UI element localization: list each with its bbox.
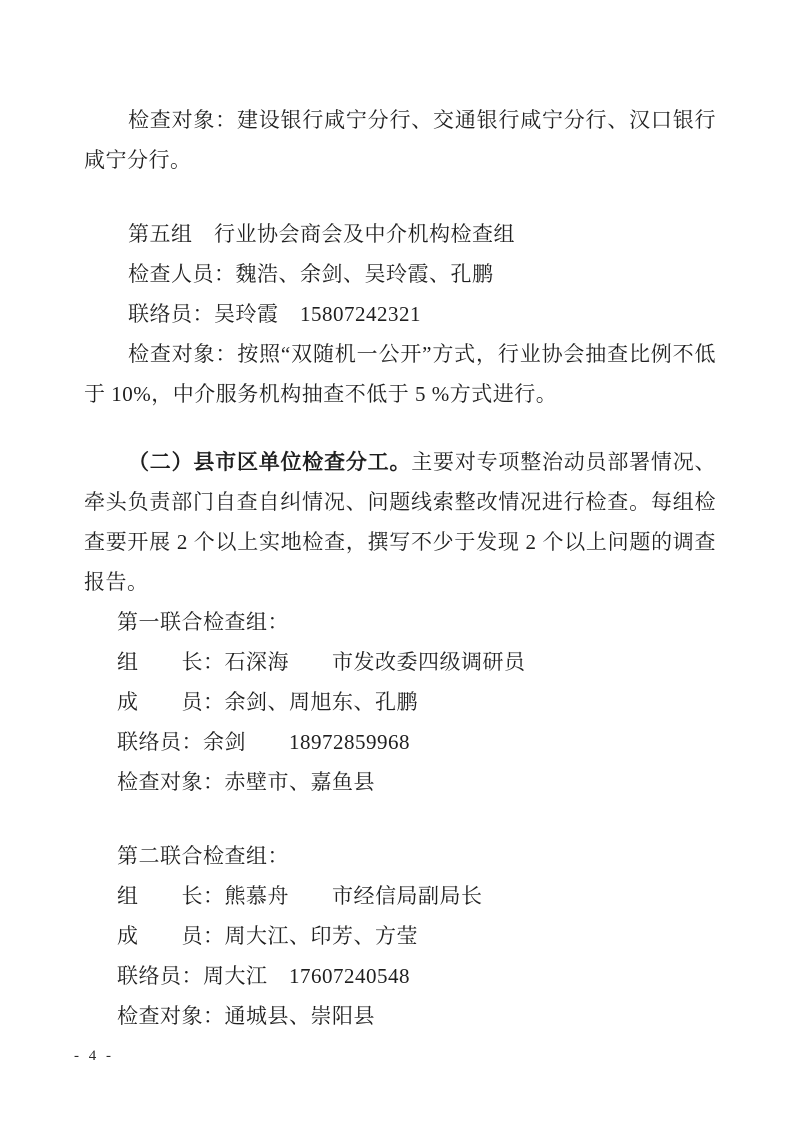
joint-group1-leader: 组 长：石深海 市发改委四级调研员 — [117, 650, 526, 674]
joint-group2-targets: 检查对象：通城县、崇阳县 — [117, 1004, 375, 1028]
group5-section — [84, 214, 716, 414]
joint-group1-section — [84, 602, 716, 802]
paragraph-bank-inspection-targets: 检查对象：建设银行咸宁分行、交通银行咸宁分行、汉口银行咸宁分行。 — [84, 108, 716, 172]
section2-paragraph — [84, 442, 716, 602]
joint-group2-section — [84, 836, 716, 1036]
joint-group2-liaison: 联络员：周大江 17607240548 — [117, 964, 410, 988]
group5-inspectors: 检查人员：魏浩、余剑、吴玲霞、孔鹏 — [128, 262, 494, 286]
section2-heading: （二）县市区单位检查分工。 — [128, 450, 412, 474]
joint-group2-leader: 组 长：熊慕舟 市经信局副局长 — [117, 884, 483, 908]
joint-group1-title: 第一联合检查组： — [117, 610, 289, 634]
joint-group1-members: 成 员：余剑、周旭东、孔鹏 — [117, 690, 418, 714]
joint-group1-liaison: 联络员：余剑 18972859968 — [117, 730, 410, 754]
joint-group2-title: 第二联合检查组： — [117, 844, 289, 868]
joint-group1-targets: 检查对象：赤壁市、嘉鱼县 — [117, 770, 375, 794]
section2-body: 主要对专项整治动员部署情况、牵头负责部门自查自纠情况、问题线索整改情况进行检查。每组检查要开展 2 个以上实地检查，撰写不少于发现 2 个以上问题的调查报告。 — [84, 450, 716, 594]
joint-group2-members: 成 员：周大江、印芳、方莹 — [117, 924, 418, 948]
group5-title: 第五组 行业协会商会及中介机构检查组 — [128, 222, 515, 246]
group5-liaison: 联络员：吴玲霞 15807242321 — [128, 302, 421, 326]
document-body — [84, 100, 716, 1036]
group5-targets: 检查对象：按照“双随机一公开”方式，行业协会抽查比例不低于 10%，中介服务机构抽查不低于 5 %方式进行。 — [84, 342, 716, 406]
page-number: - 4 - — [74, 1048, 114, 1064]
